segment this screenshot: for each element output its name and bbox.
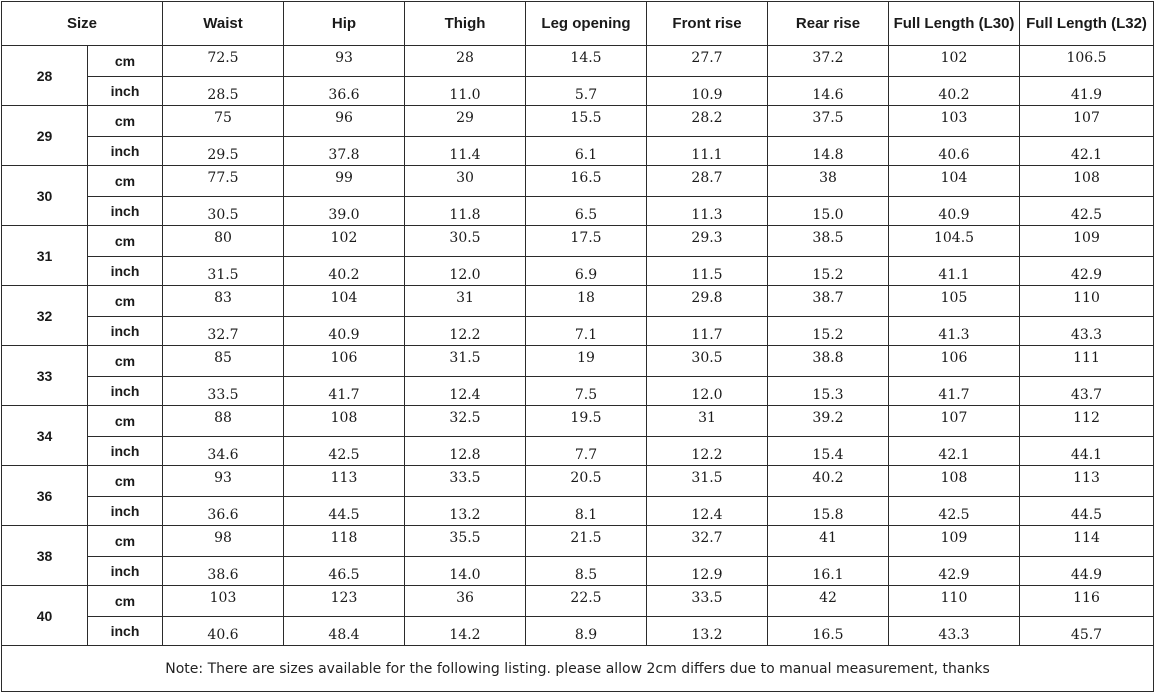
header-waist: Waist — [163, 2, 284, 46]
cell-thigh: 12.8 — [405, 437, 526, 466]
cell-rear-rise: 15.0 — [768, 197, 889, 226]
cell-full-length-l32: 114 — [1020, 526, 1154, 557]
cell-rear-rise: 15.4 — [768, 437, 889, 466]
cell-leg-opening: 21.5 — [526, 526, 647, 557]
unit-label-cm: cm — [88, 526, 163, 557]
cell-full-length-l30: 104 — [889, 166, 1020, 197]
size-label: 38 — [2, 526, 88, 586]
cell-leg-opening: 7.1 — [526, 317, 647, 346]
table-row-cm — [2, 286, 1154, 317]
cell-hip: 40.9 — [284, 317, 405, 346]
cell-rear-rise: 15.2 — [768, 317, 889, 346]
table-row-inch — [2, 557, 1154, 586]
cell-leg-opening: 14.5 — [526, 46, 647, 77]
table-row-cm — [2, 526, 1154, 557]
cell-rear-rise: 37.5 — [768, 106, 889, 137]
cell-full-length-l32: 116 — [1020, 586, 1154, 617]
cell-front-rise: 11.3 — [647, 197, 768, 226]
cell-full-length-l32: 110 — [1020, 286, 1154, 317]
cell-waist: 75 — [163, 106, 284, 137]
cell-waist: 83 — [163, 286, 284, 317]
cell-full-length-l30: 41.7 — [889, 377, 1020, 406]
cell-front-rise: 11.5 — [647, 257, 768, 286]
cell-full-length-l30: 41.3 — [889, 317, 1020, 346]
header-thigh: Thigh — [405, 2, 526, 46]
table-row-inch — [2, 437, 1154, 466]
cell-waist: 30.5 — [163, 197, 284, 226]
cell-full-length-l32: 44.5 — [1020, 497, 1154, 526]
cell-waist: 88 — [163, 406, 284, 437]
cell-full-length-l30: 41.1 — [889, 257, 1020, 286]
note-row — [2, 646, 1154, 692]
cell-front-rise: 30.5 — [647, 346, 768, 377]
size-label: 34 — [2, 406, 88, 466]
unit-label-cm: cm — [88, 286, 163, 317]
cell-rear-rise: 40.2 — [768, 466, 889, 497]
cell-front-rise: 28.2 — [647, 106, 768, 137]
unit-label-inch: inch — [88, 377, 163, 406]
unit-label-cm: cm — [88, 466, 163, 497]
cell-front-rise: 32.7 — [647, 526, 768, 557]
cell-hip: 36.6 — [284, 77, 405, 106]
cell-thigh: 14.0 — [405, 557, 526, 586]
cell-rear-rise: 15.8 — [768, 497, 889, 526]
cell-full-length-l32: 42.1 — [1020, 137, 1154, 166]
cell-hip: 46.5 — [284, 557, 405, 586]
cell-full-length-l32: 43.3 — [1020, 317, 1154, 346]
cell-full-length-l30: 103 — [889, 106, 1020, 137]
cell-rear-rise: 38.5 — [768, 226, 889, 257]
cell-rear-rise: 37.2 — [768, 46, 889, 77]
cell-front-rise: 10.9 — [647, 77, 768, 106]
cell-leg-opening: 7.5 — [526, 377, 647, 406]
cell-hip: 93 — [284, 46, 405, 77]
cell-full-length-l32: 107 — [1020, 106, 1154, 137]
table-row-inch — [2, 377, 1154, 406]
cell-full-length-l32: 43.7 — [1020, 377, 1154, 406]
cell-front-rise: 29.8 — [647, 286, 768, 317]
header-leg-opening: Leg opening — [526, 2, 647, 46]
unit-label-inch: inch — [88, 557, 163, 586]
unit-label-cm: cm — [88, 166, 163, 197]
size-label: 28 — [2, 46, 88, 106]
cell-full-length-l30: 42.5 — [889, 497, 1020, 526]
cell-hip: 41.7 — [284, 377, 405, 406]
header-full-length-l32: Full Length (L32) — [1020, 2, 1154, 46]
table-row-cm — [2, 586, 1154, 617]
cell-waist: 29.5 — [163, 137, 284, 166]
cell-full-length-l32: 44.9 — [1020, 557, 1154, 586]
unit-label-cm: cm — [88, 46, 163, 77]
cell-rear-rise: 14.8 — [768, 137, 889, 166]
unit-label-cm: cm — [88, 226, 163, 257]
cell-full-length-l30: 110 — [889, 586, 1020, 617]
cell-full-length-l30: 42.1 — [889, 437, 1020, 466]
cell-full-length-l30: 105 — [889, 286, 1020, 317]
cell-full-length-l30: 102 — [889, 46, 1020, 77]
cell-front-rise: 11.1 — [647, 137, 768, 166]
cell-leg-opening: 18 — [526, 286, 647, 317]
unit-label-cm: cm — [88, 346, 163, 377]
cell-leg-opening: 22.5 — [526, 586, 647, 617]
cell-hip: 99 — [284, 166, 405, 197]
size-label: 40 — [2, 586, 88, 646]
unit-label-inch: inch — [88, 437, 163, 466]
header-hip: Hip — [284, 2, 405, 46]
cell-full-length-l32: 108 — [1020, 166, 1154, 197]
cell-thigh: 11.4 — [405, 137, 526, 166]
cell-full-length-l32: 41.9 — [1020, 77, 1154, 106]
table-row-cm — [2, 346, 1154, 377]
cell-leg-opening: 17.5 — [526, 226, 647, 257]
cell-thigh: 36 — [405, 586, 526, 617]
cell-thigh: 29 — [405, 106, 526, 137]
cell-hip: 40.2 — [284, 257, 405, 286]
cell-rear-rise: 42 — [768, 586, 889, 617]
table-row-inch — [2, 197, 1154, 226]
unit-label-cm: cm — [88, 106, 163, 137]
cell-leg-opening: 19 — [526, 346, 647, 377]
size-label: 36 — [2, 466, 88, 526]
cell-thigh: 12.0 — [405, 257, 526, 286]
cell-front-rise: 12.2 — [647, 437, 768, 466]
cell-waist: 36.6 — [163, 497, 284, 526]
size-chart-table — [1, 1, 1154, 692]
cell-waist: 77.5 — [163, 166, 284, 197]
cell-full-length-l30: 104.5 — [889, 226, 1020, 257]
cell-front-rise: 31.5 — [647, 466, 768, 497]
cell-thigh: 31.5 — [405, 346, 526, 377]
cell-leg-opening: 8.9 — [526, 617, 647, 646]
cell-full-length-l30: 106 — [889, 346, 1020, 377]
cell-front-rise: 27.7 — [647, 46, 768, 77]
cell-full-length-l32: 109 — [1020, 226, 1154, 257]
cell-thigh: 13.2 — [405, 497, 526, 526]
cell-waist: 32.7 — [163, 317, 284, 346]
cell-rear-rise: 39.2 — [768, 406, 889, 437]
cell-thigh: 12.4 — [405, 377, 526, 406]
header-full-length-l30: Full Length (L30) — [889, 2, 1020, 46]
cell-waist: 98 — [163, 526, 284, 557]
cell-hip: 104 — [284, 286, 405, 317]
cell-hip: 96 — [284, 106, 405, 137]
cell-full-length-l32: 44.1 — [1020, 437, 1154, 466]
unit-label-inch: inch — [88, 317, 163, 346]
size-label: 33 — [2, 346, 88, 406]
cell-full-length-l30: 42.9 — [889, 557, 1020, 586]
cell-leg-opening: 6.5 — [526, 197, 647, 226]
cell-full-length-l30: 40.6 — [889, 137, 1020, 166]
cell-thigh: 12.2 — [405, 317, 526, 346]
cell-waist: 93 — [163, 466, 284, 497]
cell-leg-opening: 6.9 — [526, 257, 647, 286]
table-row-cm — [2, 226, 1154, 257]
cell-thigh: 11.8 — [405, 197, 526, 226]
table-row-cm — [2, 46, 1154, 77]
cell-waist: 33.5 — [163, 377, 284, 406]
cell-full-length-l30: 40.9 — [889, 197, 1020, 226]
cell-waist: 34.6 — [163, 437, 284, 466]
cell-thigh: 28 — [405, 46, 526, 77]
cell-full-length-l32: 45.7 — [1020, 617, 1154, 646]
cell-rear-rise: 15.3 — [768, 377, 889, 406]
cell-full-length-l32: 106.5 — [1020, 46, 1154, 77]
cell-full-length-l32: 111 — [1020, 346, 1154, 377]
cell-thigh: 35.5 — [405, 526, 526, 557]
cell-leg-opening: 19.5 — [526, 406, 647, 437]
cell-thigh: 33.5 — [405, 466, 526, 497]
cell-front-rise: 11.7 — [647, 317, 768, 346]
cell-front-rise: 29.3 — [647, 226, 768, 257]
unit-label-cm: cm — [88, 586, 163, 617]
table-row-inch — [2, 317, 1154, 346]
cell-hip: 113 — [284, 466, 405, 497]
cell-full-length-l30: 43.3 — [889, 617, 1020, 646]
cell-hip: 44.5 — [284, 497, 405, 526]
cell-hip: 108 — [284, 406, 405, 437]
cell-hip: 48.4 — [284, 617, 405, 646]
cell-rear-rise: 38.8 — [768, 346, 889, 377]
table-header — [2, 2, 1154, 46]
unit-label-inch: inch — [88, 77, 163, 106]
cell-thigh: 31 — [405, 286, 526, 317]
table-row-cm — [2, 466, 1154, 497]
table-footer — [2, 646, 1154, 692]
cell-full-length-l32: 42.5 — [1020, 197, 1154, 226]
cell-front-rise: 33.5 — [647, 586, 768, 617]
unit-label-inch: inch — [88, 257, 163, 286]
cell-leg-opening: 16.5 — [526, 166, 647, 197]
cell-full-length-l30: 108 — [889, 466, 1020, 497]
cell-thigh: 30 — [405, 166, 526, 197]
cell-front-rise: 12.0 — [647, 377, 768, 406]
cell-waist: 40.6 — [163, 617, 284, 646]
cell-hip: 37.8 — [284, 137, 405, 166]
cell-leg-opening: 20.5 — [526, 466, 647, 497]
table-row-inch — [2, 617, 1154, 646]
cell-hip: 123 — [284, 586, 405, 617]
size-label: 32 — [2, 286, 88, 346]
cell-thigh: 32.5 — [405, 406, 526, 437]
cell-leg-opening: 8.1 — [526, 497, 647, 526]
cell-rear-rise: 15.2 — [768, 257, 889, 286]
note-text: Note: There are sizes available for the following listing. please allow 2cm differs due to manual measurement, thanks — [2, 646, 1154, 692]
cell-thigh: 14.2 — [405, 617, 526, 646]
cell-waist: 85 — [163, 346, 284, 377]
cell-hip: 39.0 — [284, 197, 405, 226]
cell-hip: 102 — [284, 226, 405, 257]
header-row — [2, 2, 1154, 46]
cell-full-length-l32: 112 — [1020, 406, 1154, 437]
table-row-inch — [2, 77, 1154, 106]
cell-thigh: 30.5 — [405, 226, 526, 257]
unit-label-cm: cm — [88, 406, 163, 437]
cell-front-rise: 28.7 — [647, 166, 768, 197]
cell-full-length-l32: 113 — [1020, 466, 1154, 497]
size-label: 31 — [2, 226, 88, 286]
cell-rear-rise: 16.5 — [768, 617, 889, 646]
cell-waist: 80 — [163, 226, 284, 257]
header-front-rise: Front rise — [647, 2, 768, 46]
cell-waist: 38.6 — [163, 557, 284, 586]
table-row-inch — [2, 497, 1154, 526]
cell-rear-rise: 38.7 — [768, 286, 889, 317]
cell-waist: 31.5 — [163, 257, 284, 286]
unit-label-inch: inch — [88, 197, 163, 226]
cell-full-length-l32: 42.9 — [1020, 257, 1154, 286]
cell-hip: 118 — [284, 526, 405, 557]
table-row-cm — [2, 106, 1154, 137]
size-label: 29 — [2, 106, 88, 166]
cell-leg-opening: 8.5 — [526, 557, 647, 586]
header-rear-rise: Rear rise — [768, 2, 889, 46]
cell-leg-opening: 15.5 — [526, 106, 647, 137]
cell-full-length-l30: 40.2 — [889, 77, 1020, 106]
cell-rear-rise: 16.1 — [768, 557, 889, 586]
cell-front-rise: 12.9 — [647, 557, 768, 586]
table-row-cm — [2, 406, 1154, 437]
cell-front-rise: 31 — [647, 406, 768, 437]
cell-waist: 28.5 — [163, 77, 284, 106]
cell-full-length-l30: 107 — [889, 406, 1020, 437]
table-row-cm — [2, 166, 1154, 197]
cell-full-length-l30: 109 — [889, 526, 1020, 557]
table-row-inch — [2, 137, 1154, 166]
cell-leg-opening: 6.1 — [526, 137, 647, 166]
cell-hip: 42.5 — [284, 437, 405, 466]
unit-label-inch: inch — [88, 497, 163, 526]
cell-rear-rise: 41 — [768, 526, 889, 557]
cell-rear-rise: 38 — [768, 166, 889, 197]
cell-hip: 106 — [284, 346, 405, 377]
cell-waist: 103 — [163, 586, 284, 617]
table-body — [2, 46, 1154, 646]
unit-label-inch: inch — [88, 617, 163, 646]
unit-label-inch: inch — [88, 137, 163, 166]
cell-rear-rise: 14.6 — [768, 77, 889, 106]
cell-thigh: 11.0 — [405, 77, 526, 106]
table-row-inch — [2, 257, 1154, 286]
cell-waist: 72.5 — [163, 46, 284, 77]
cell-front-rise: 12.4 — [647, 497, 768, 526]
cell-front-rise: 13.2 — [647, 617, 768, 646]
size-label: 30 — [2, 166, 88, 226]
cell-leg-opening: 7.7 — [526, 437, 647, 466]
cell-leg-opening: 5.7 — [526, 77, 647, 106]
header-size: Size — [2, 2, 163, 46]
